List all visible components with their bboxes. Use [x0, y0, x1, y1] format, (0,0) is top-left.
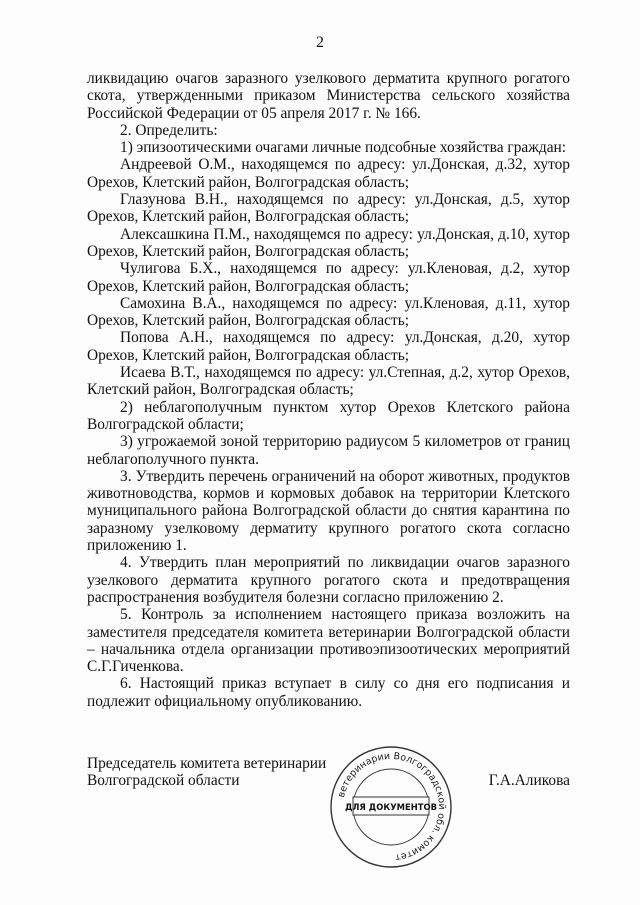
paragraph: Андреевой О.М., находящемся по адресу: ул.Донская, д.32, хутор Орехов, Клетский район, Волгоградская область;: [87, 156, 570, 191]
paragraph: 1) эпизоотическими очагами личные подсобные хозяйства граждан:: [120, 139, 567, 157]
paragraph: Попова А.Н., находящемся по адресу: ул.Донская, д.20, хутор Орехов, Клетский район, Волгоградская область;: [87, 329, 570, 364]
signer-name: Г.А.Аликова: [488, 772, 570, 789]
signature-block: [87, 755, 326, 790]
paragraph: Глазунова В.Н., находящемся по адресу: ул.Донская, д.5, хутор Орехов, Клетский район, Волгоградская область;: [87, 191, 570, 226]
signer-position-line1: Председатель комитета ветеринарии: [87, 755, 327, 772]
paragraph: 2. Определить:: [120, 121, 218, 139]
paragraph: 6. Настоящий приказ вступает в силу со дня его подписания и подлежит официальному опубликованию.: [87, 675, 570, 710]
paragraph: 4. Утвердить план мероприятий по ликвидации очагов заразного узелкового дерматита крупного рогатого скота и предотвращения распространения возбудителя болезни согласно приложению 2.: [87, 554, 570, 606]
stamp-center-text: ДЛЯ ДОКУМЕНТОВ: [345, 802, 437, 812]
page-number: 2: [316, 34, 324, 51]
paragraph: Исаева В.Т., находящемся по адресу: ул.Степная, д.2, хутор Орехов, Клетский район, Волгоградская область;: [87, 364, 570, 399]
official-stamp: [328, 744, 454, 870]
signer-position-line2: Волгоградской области: [87, 772, 240, 790]
stamp-ring-text: ветеринарии Волгоградской обл. комитет: [336, 750, 448, 863]
paragraph: ликвидацию очагов заразного узелкового дерматита крупного рогатого скота, утвержденными приказом Министерства сельского хозяйства Российской Федерации от 05 апреля 2017 г. № 166.: [87, 70, 570, 122]
document-body: [87, 70, 570, 710]
paragraph: 3) угрожаемой зоной территорию радиусом 5 километров от границ неблагополучного пункта.: [87, 433, 570, 468]
paragraph: 2) неблагополучным пунктом хутор Орехов Клетского района Волгоградской области;: [87, 398, 570, 433]
paragraph: Чулигова Б.Х., находящемся по адресу: ул.Кленовая, д.2, хутор Орехов, Клетский район, Волгоградская область;: [87, 260, 570, 295]
paragraph: 5. Контроль за исполнением настоящего приказа возложить на заместителя председателя комитета ветеринарии Волгоградской области – начальника отдела организации противоэпизоотических мероприятий С.Г.Гиченкова.: [87, 606, 570, 676]
paragraph: 3. Утвердить перечень ограничений на оборот животных, продуктов животноводства, кормов и кормовых добавок на территории Клетского муниципального района Волгоградской области до снятия карантина по заразному узелковому дерматиту крупного рогатого скота согласно приложению 1.: [87, 467, 570, 555]
paragraph: Алексашкина П.М., находящемся по адресу: ул.Донская, д.10, хутор Орехов, Клетский район, Волгоградская область;: [87, 225, 570, 260]
paragraph: Самохина В.А., находящемся по адресу: ул.Кленовая, д.11, хутор Орехов, Клетский район, Волгоградская область;: [87, 294, 570, 330]
